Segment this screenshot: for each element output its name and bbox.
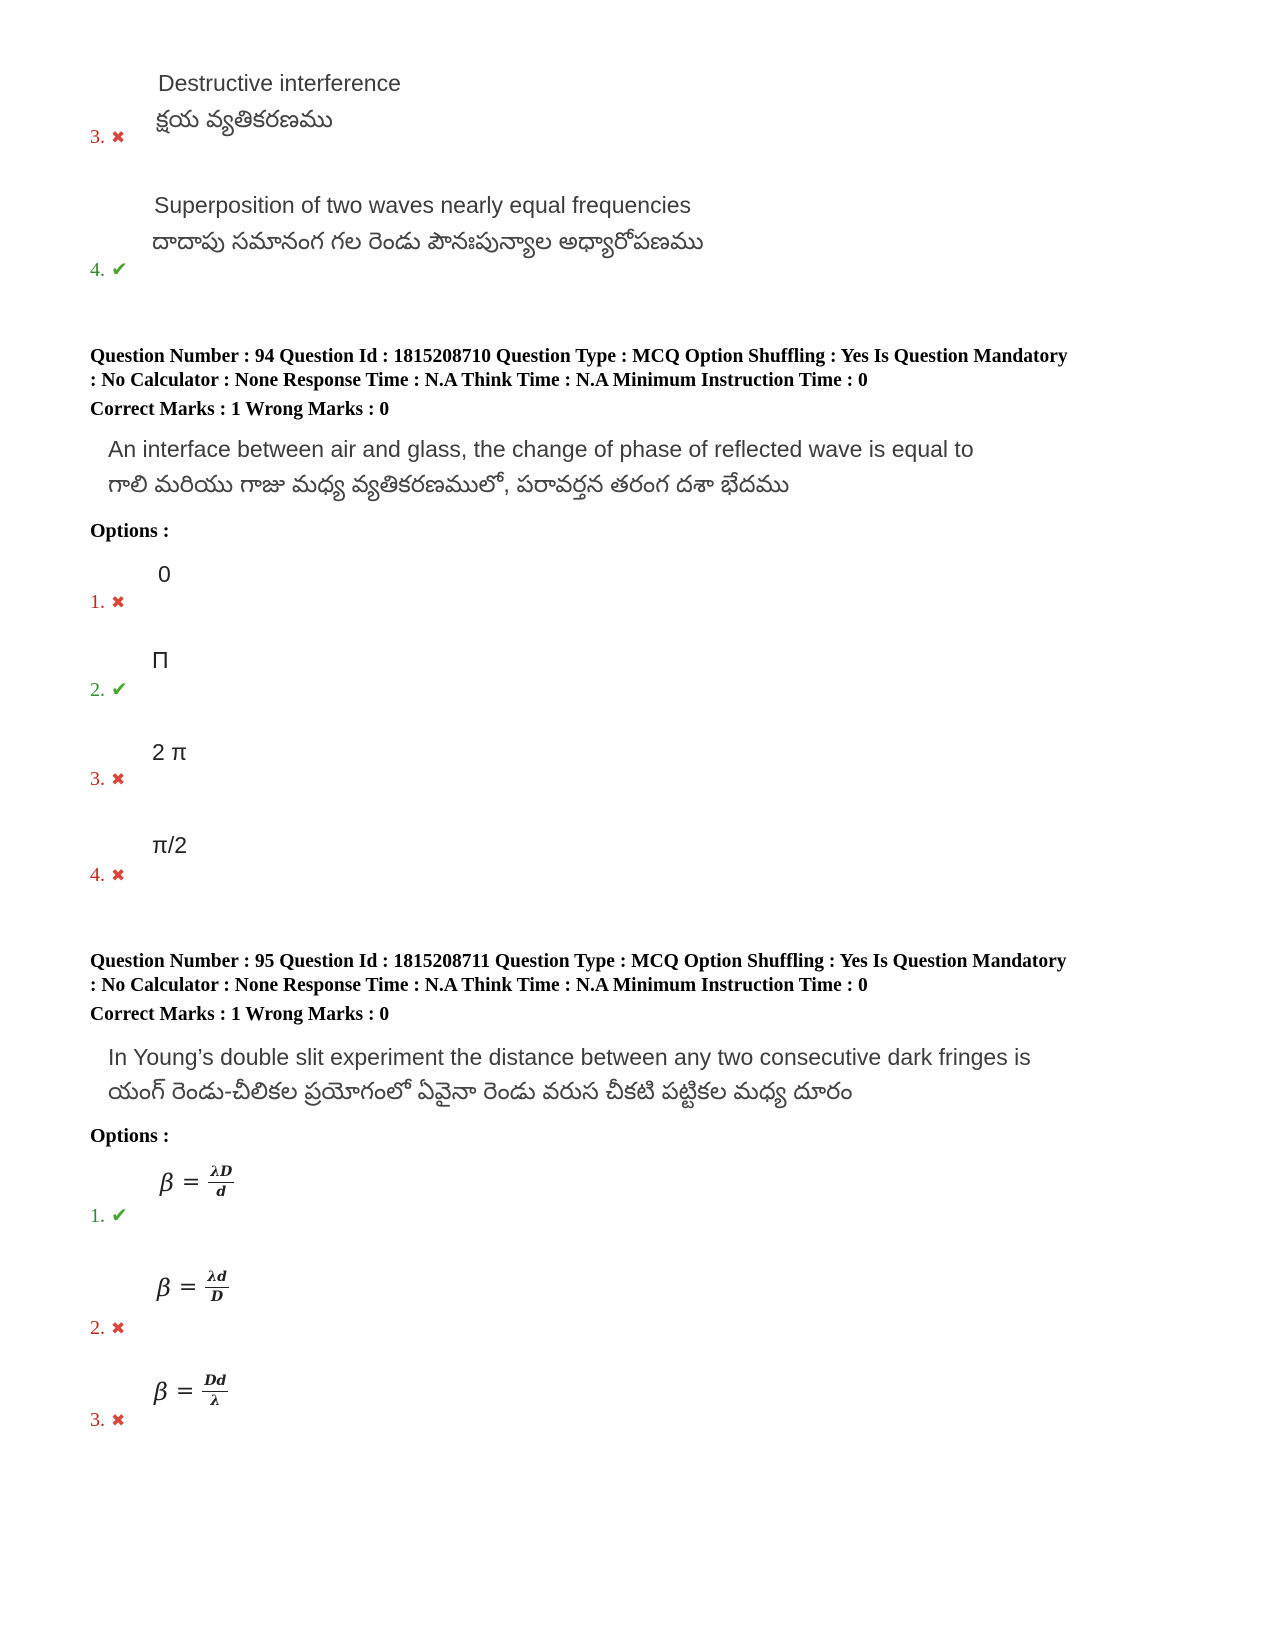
options-label: Options : bbox=[90, 1125, 170, 1147]
check-icon: ✔ bbox=[111, 257, 128, 281]
option-number: 1. ✖ bbox=[90, 591, 126, 613]
option-number: 2. ✖ bbox=[90, 1317, 126, 1339]
cross-icon: ✖ bbox=[111, 593, 126, 613]
question-text-en: In Young’s double slit experiment the distance between any two consecutive dark fringes is bbox=[108, 1044, 1031, 1070]
option-number: 3. ✖ bbox=[90, 1409, 126, 1431]
option-number: 2. ✔ bbox=[90, 677, 128, 701]
check-icon: ✔ bbox=[111, 1203, 128, 1227]
option-formula: β = $\frac{\lambda d}{D}$ bbox=[157, 1269, 227, 1305]
question-marks: Correct Marks : 1 Wrong Marks : 0 bbox=[90, 399, 390, 420]
cross-icon: ✖ bbox=[111, 128, 126, 148]
fraction: $\frac{\lambda d}{D}$ bbox=[207, 1269, 227, 1305]
options-label: Options : bbox=[90, 520, 170, 542]
question-meta: Question Number : 94 Question Id : 1815208710 Question Type : MCQ Option Shuffling : Yes Is Question Mandatory : No Calculator : None Response Time : N.A Think Time : N.A Minimum Instruction Time : 0 Correct Marks : 1 Wrong Marks : 0 bbox=[90, 345, 1200, 422]
option-number: 3. ✖ bbox=[90, 126, 126, 148]
option-text-te: క్షయ వ్యతికరణము bbox=[156, 106, 333, 133]
option-value: 0 bbox=[158, 561, 171, 587]
question-text-en: An interface between air and glass, the change of phase of reflected wave is equal to bbox=[108, 436, 974, 462]
option-formula: β = $\frac{\lambda D}{d}$ bbox=[160, 1164, 233, 1200]
fraction: $\frac{\lambda D}{d}$ bbox=[210, 1164, 233, 1200]
cross-icon: ✖ bbox=[111, 866, 126, 886]
option-text-te: దాదాపు సమానంగ గల రెండు పౌనఃపున్యాల అధ్యారోపణము bbox=[152, 228, 704, 255]
option-number: 4. ✖ bbox=[90, 864, 126, 886]
fraction: $\frac{Dd}{\lambda}$ bbox=[204, 1373, 227, 1409]
cross-icon: ✖ bbox=[111, 1319, 126, 1339]
question-text-te: యంగ్ రెండు-చీలికల ప్రయోగంలో ఏవైనా రెండు వరుస చీకటి పట్టికల మధ్య దూరం bbox=[108, 1078, 853, 1105]
option-formula: β = $\frac{Dd}{\lambda}$ bbox=[154, 1373, 227, 1409]
option-value: π/2 bbox=[152, 832, 188, 858]
question-text-te: గాలి మరియు గాజు మధ్య వ్యతికరణములో, పరావర్తన తరంగ దశా భేదము bbox=[108, 471, 790, 498]
option-text-en: Superposition of two waves nearly equal frequencies bbox=[154, 192, 691, 218]
option-value: 2 π bbox=[152, 739, 188, 765]
option-number: 1. ✔ bbox=[90, 1203, 128, 1227]
question-meta: Question Number : 95 Question Id : 1815208711 Question Type : MCQ Option Shuffling : Yes Is Question Mandatory : No Calculator : None Response Time : N.A Think Time : N.A Minimum Instruction Time : 0 Correct Marks : 1 Wrong Marks : 0 bbox=[90, 950, 1200, 1027]
option-value: Π bbox=[152, 647, 169, 673]
question-marks: Correct Marks : 1 Wrong Marks : 0 bbox=[90, 1004, 390, 1025]
option-text-en: Destructive interference bbox=[158, 70, 401, 96]
cross-icon: ✖ bbox=[111, 770, 126, 790]
option-number: 3. ✖ bbox=[90, 768, 126, 790]
cross-icon: ✖ bbox=[111, 1411, 126, 1431]
check-icon: ✔ bbox=[111, 677, 128, 701]
option-number: 4. ✔ bbox=[90, 257, 128, 281]
